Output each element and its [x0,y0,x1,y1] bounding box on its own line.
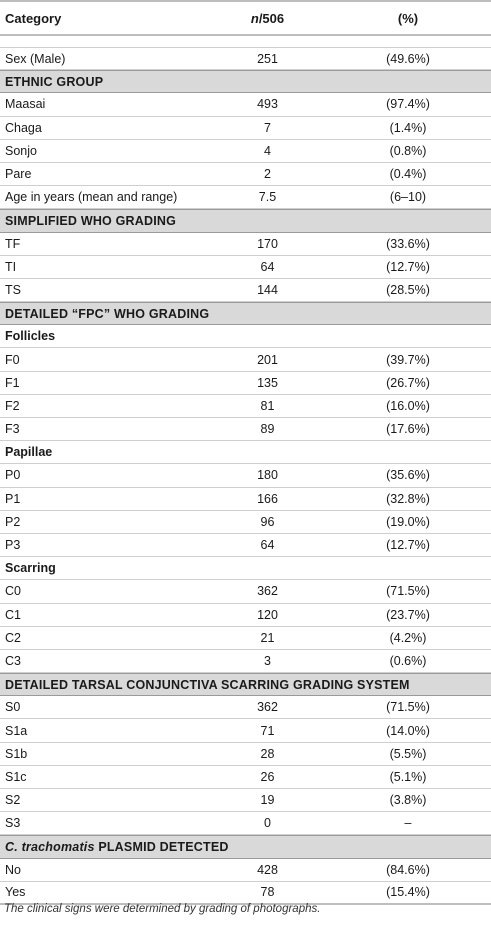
table-row [0,627,491,650]
row-pct: (23.7%) [386,607,430,622]
row-n: 4 [264,143,271,158]
row-n: 362 [257,700,278,715]
row-label: P3 [5,538,21,553]
row-n: 21 [260,630,275,645]
row-pct: (19.0%) [386,514,430,529]
row-pct: (71.5%) [386,700,430,715]
row-label: C3 [5,653,21,668]
simplified-rows [0,233,491,303]
row-n: 89 [260,422,275,437]
row-label: Chaga [5,120,42,135]
row-label: C1 [5,607,21,622]
section-tarsal-scarring [0,673,491,696]
row-label: F0 [5,352,20,367]
row-n: 0 [264,816,271,831]
table-row [0,882,491,905]
row-pct: (35.6%) [386,468,430,483]
row-label: TS [5,282,21,297]
subhead-follicles [0,325,491,348]
table-row [0,93,491,116]
follicles-rows [0,348,491,441]
row-n: 96 [260,514,275,529]
table-row [0,395,491,418]
row-pct: (5.1%) [389,769,427,784]
row-label: S3 [5,816,21,831]
section-title: DETAILED TARSAL CONJUNCTIVA SCARRING GRADING SYSTEM [5,677,410,692]
row-label: P0 [5,468,21,483]
table-row [0,372,491,395]
table-row [0,488,491,511]
row-n: 64 [260,259,275,274]
row-label: Pare [5,167,32,182]
table-row [0,604,491,627]
section-title: SIMPLIFIED WHO GRADING [5,213,177,228]
row-n: 2 [264,167,271,182]
row-pct: (84.6%) [386,862,430,877]
row-pct: (97.4%) [386,97,430,112]
row-pct: (14.0%) [386,723,430,738]
table-row [0,743,491,766]
row-pct: (5.5%) [389,746,427,761]
row-pct: (17.6%) [386,422,430,437]
table-row-sex [0,47,491,70]
table-row [0,163,491,186]
row-pct: (12.7%) [386,538,430,553]
subhead-scarring [0,557,491,580]
row-label: TF [5,236,21,251]
table-row [0,719,491,742]
plasmid-rows [0,859,491,905]
table-row [0,117,491,140]
row-label: Yes [5,885,26,900]
table-row [0,464,491,487]
row-n: 170 [257,236,278,251]
table-row [0,650,491,673]
row-pct: (12.7%) [386,259,430,274]
row-pct: (4.2%) [389,630,427,645]
papillae-rows [0,464,491,557]
row-n: 7 [264,120,271,135]
row-label: S1a [5,723,28,738]
section-title: ETHNIC GROUP [5,74,104,89]
section-title: DETAILED “FPC” WHO GRADING [5,306,210,321]
ethnic-rows [0,93,491,209]
row-label: Sonjo [5,143,37,158]
tarsal-rows [0,696,491,835]
row-pct: (32.8%) [386,491,430,506]
row-n: 180 [257,468,278,483]
table-row [0,186,491,209]
section-title-italic: C. trachomatis [5,839,95,854]
row-label: F1 [5,375,20,390]
row-pct: (26.7%) [386,375,430,390]
row-label: S0 [5,700,21,715]
row-pct: (15.4%) [386,885,430,900]
row-n: 166 [257,491,278,506]
row-pct: (6–10) [389,190,427,205]
section-title-rest: PLASMID DETECTED [94,839,229,854]
row-pct: (39.7%) [386,352,430,367]
subhead-papillae [0,441,491,464]
table-row [0,534,491,557]
row-label: S1c [5,769,27,784]
row-pct: (16.0%) [386,398,430,413]
row-label: TI [5,259,17,274]
row-pct: (3.8%) [389,793,427,808]
table-row [0,140,491,163]
row-label: P1 [5,491,21,506]
section-detailed-fpc [0,302,491,325]
section-title [0,840,491,854]
row-n: 251 [257,51,278,66]
row-pct: (33.6%) [386,236,430,251]
subhead-title: Scarring [5,561,56,576]
row-pct: (0.8%) [389,143,427,158]
table-row [0,789,491,812]
row-n: 7.5 [258,190,277,205]
row-n: 19 [260,793,275,808]
header-category: Category [5,10,62,26]
row-n: 135 [257,375,278,390]
row-n: 71 [260,723,275,738]
table-row [0,859,491,882]
row-label: F3 [5,422,20,437]
row-n: 428 [257,862,278,877]
row-pct: (71.5%) [386,584,430,599]
table-row [0,256,491,279]
row-n: 78 [260,885,275,900]
row-label: P2 [5,514,21,529]
table-row [0,766,491,789]
row-pct: (0.6%) [389,653,427,668]
row-n: 3 [264,653,271,668]
section-plasmid-detected [0,835,491,858]
table-header [0,0,491,36]
section-simplified-who [0,209,491,232]
row-pct: – [404,816,412,831]
table-row [0,233,491,256]
row-label: C2 [5,630,21,645]
header-n-suffix: /506 [258,10,285,26]
row-label: Maasai [5,97,46,112]
row-label: S2 [5,793,21,808]
scarring-rows [0,580,491,673]
header-n [210,11,325,26]
row-pct: (28.5%) [386,282,430,297]
table-row [0,696,491,719]
row-n: 64 [260,538,275,553]
spacer [0,36,491,47]
header-n-prefix: n [250,10,259,26]
table-row [0,812,491,835]
table-row [0,348,491,371]
row-n: 26 [260,769,275,784]
row-n: 201 [257,352,278,367]
row-n: 362 [257,584,278,599]
header-pct: (%) [397,10,419,26]
row-label: C0 [5,584,21,599]
table-row [0,511,491,534]
table-row [0,580,491,603]
row-label: S1b [5,746,28,761]
table-row [0,418,491,441]
row-label: F2 [5,398,20,413]
row-label: Age in years (mean and range) [5,190,178,205]
row-n: 144 [257,282,278,297]
row-n: 28 [260,746,275,761]
row-label: No [5,862,21,877]
row-pct: (49.6%) [386,51,430,66]
row-label: Sex (Male) [5,51,66,66]
section-ethnic-group [0,70,491,93]
row-n: 81 [260,398,275,413]
row-pct: (0.4%) [389,167,427,182]
table-row [0,279,491,302]
table-footnote: The clinical signs were determined by grading of photographs. [4,903,321,915]
row-n: 120 [257,607,278,622]
subhead-title: Papillae [5,445,53,460]
row-pct: (1.4%) [389,120,427,135]
subhead-title: Follicles [5,329,56,344]
row-n: 493 [257,97,278,112]
